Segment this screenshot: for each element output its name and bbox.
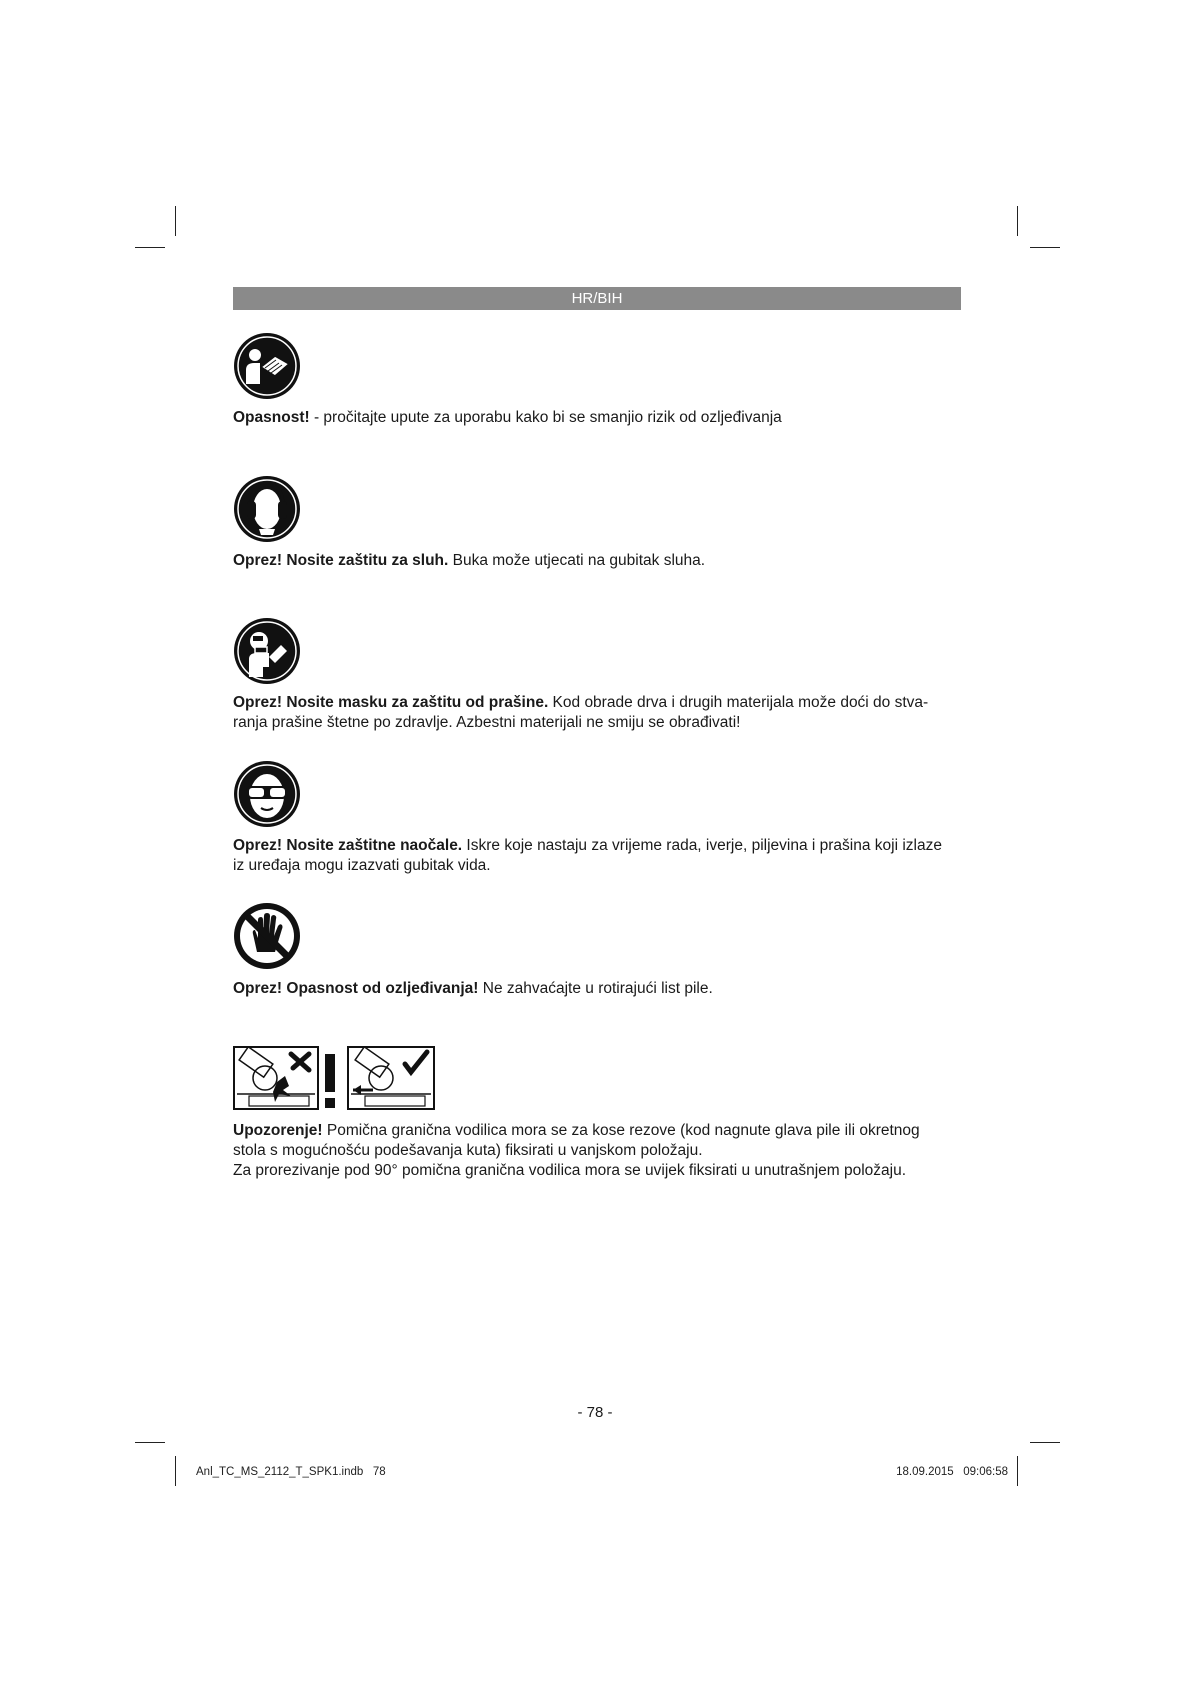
crop-mark bbox=[1030, 1442, 1060, 1443]
page-number: - 78 - bbox=[577, 1404, 613, 1421]
ear-protection-text: Oprez! Nosite zaštitu za sluh. Buka može utjecati na gubitak sluha. bbox=[233, 552, 706, 569]
dust-mask-icon bbox=[233, 617, 301, 685]
crop-mark bbox=[1017, 1456, 1018, 1486]
ear-protection-icon bbox=[233, 475, 301, 543]
fence-position-warning-icon bbox=[233, 1046, 435, 1110]
footer-file: Anl_TC_MS_2112_T_SPK1.indb 78 bbox=[196, 1466, 386, 1478]
crop-mark bbox=[1030, 247, 1060, 248]
crop-mark bbox=[1017, 206, 1018, 236]
crop-mark bbox=[135, 247, 165, 248]
safety-goggles-icon bbox=[233, 760, 301, 828]
crop-mark bbox=[175, 206, 176, 236]
language-header: HR/BIH bbox=[233, 287, 961, 310]
dust-mask-text: Oprez! Nosite masku za zaštitu od prašine. Kod obrade drva i drugih materijala može doći do stva- ranja prašine štetne po zdravlje. Azbestni materijali ne smiju se obrađivati! bbox=[233, 694, 929, 731]
crop-mark bbox=[175, 1456, 176, 1486]
no-hand-text: Oprez! Opasnost od ozljeđivanja! Ne zahvaćajte u rotirajući list pile. bbox=[233, 980, 713, 997]
read-manual-text: Opasnost! - pročitajte upute za uporabu kako bi se smanjio rizik od ozljeđivanja bbox=[233, 409, 782, 426]
fence-position-warning-text: Upozorenje! Pomična granična vodilica mora se za kose rezove (kod nagnute glava pile ili okretnog stola s mogućnošću podešavanja kuta) fiksirati u vanjskom položaju. Za prorezivanje pod 90° pomična granična vodilica mora se uvijek fiksirati u unutrašnjem položaju. bbox=[233, 1122, 920, 1179]
footer-timestamp: 18.09.2015 09:06:58 bbox=[896, 1466, 1008, 1478]
read-manual-icon bbox=[233, 332, 301, 400]
no-hand-icon bbox=[233, 902, 301, 970]
safety-goggles-text: Oprez! Nosite zaštitne naočale. Iskre koje nastaju za vrijeme rada, iverje, piljevina i prašina koji izlaze iz uređaja mogu izazvati gubitak vida. bbox=[233, 837, 942, 874]
crop-mark bbox=[135, 1442, 165, 1443]
